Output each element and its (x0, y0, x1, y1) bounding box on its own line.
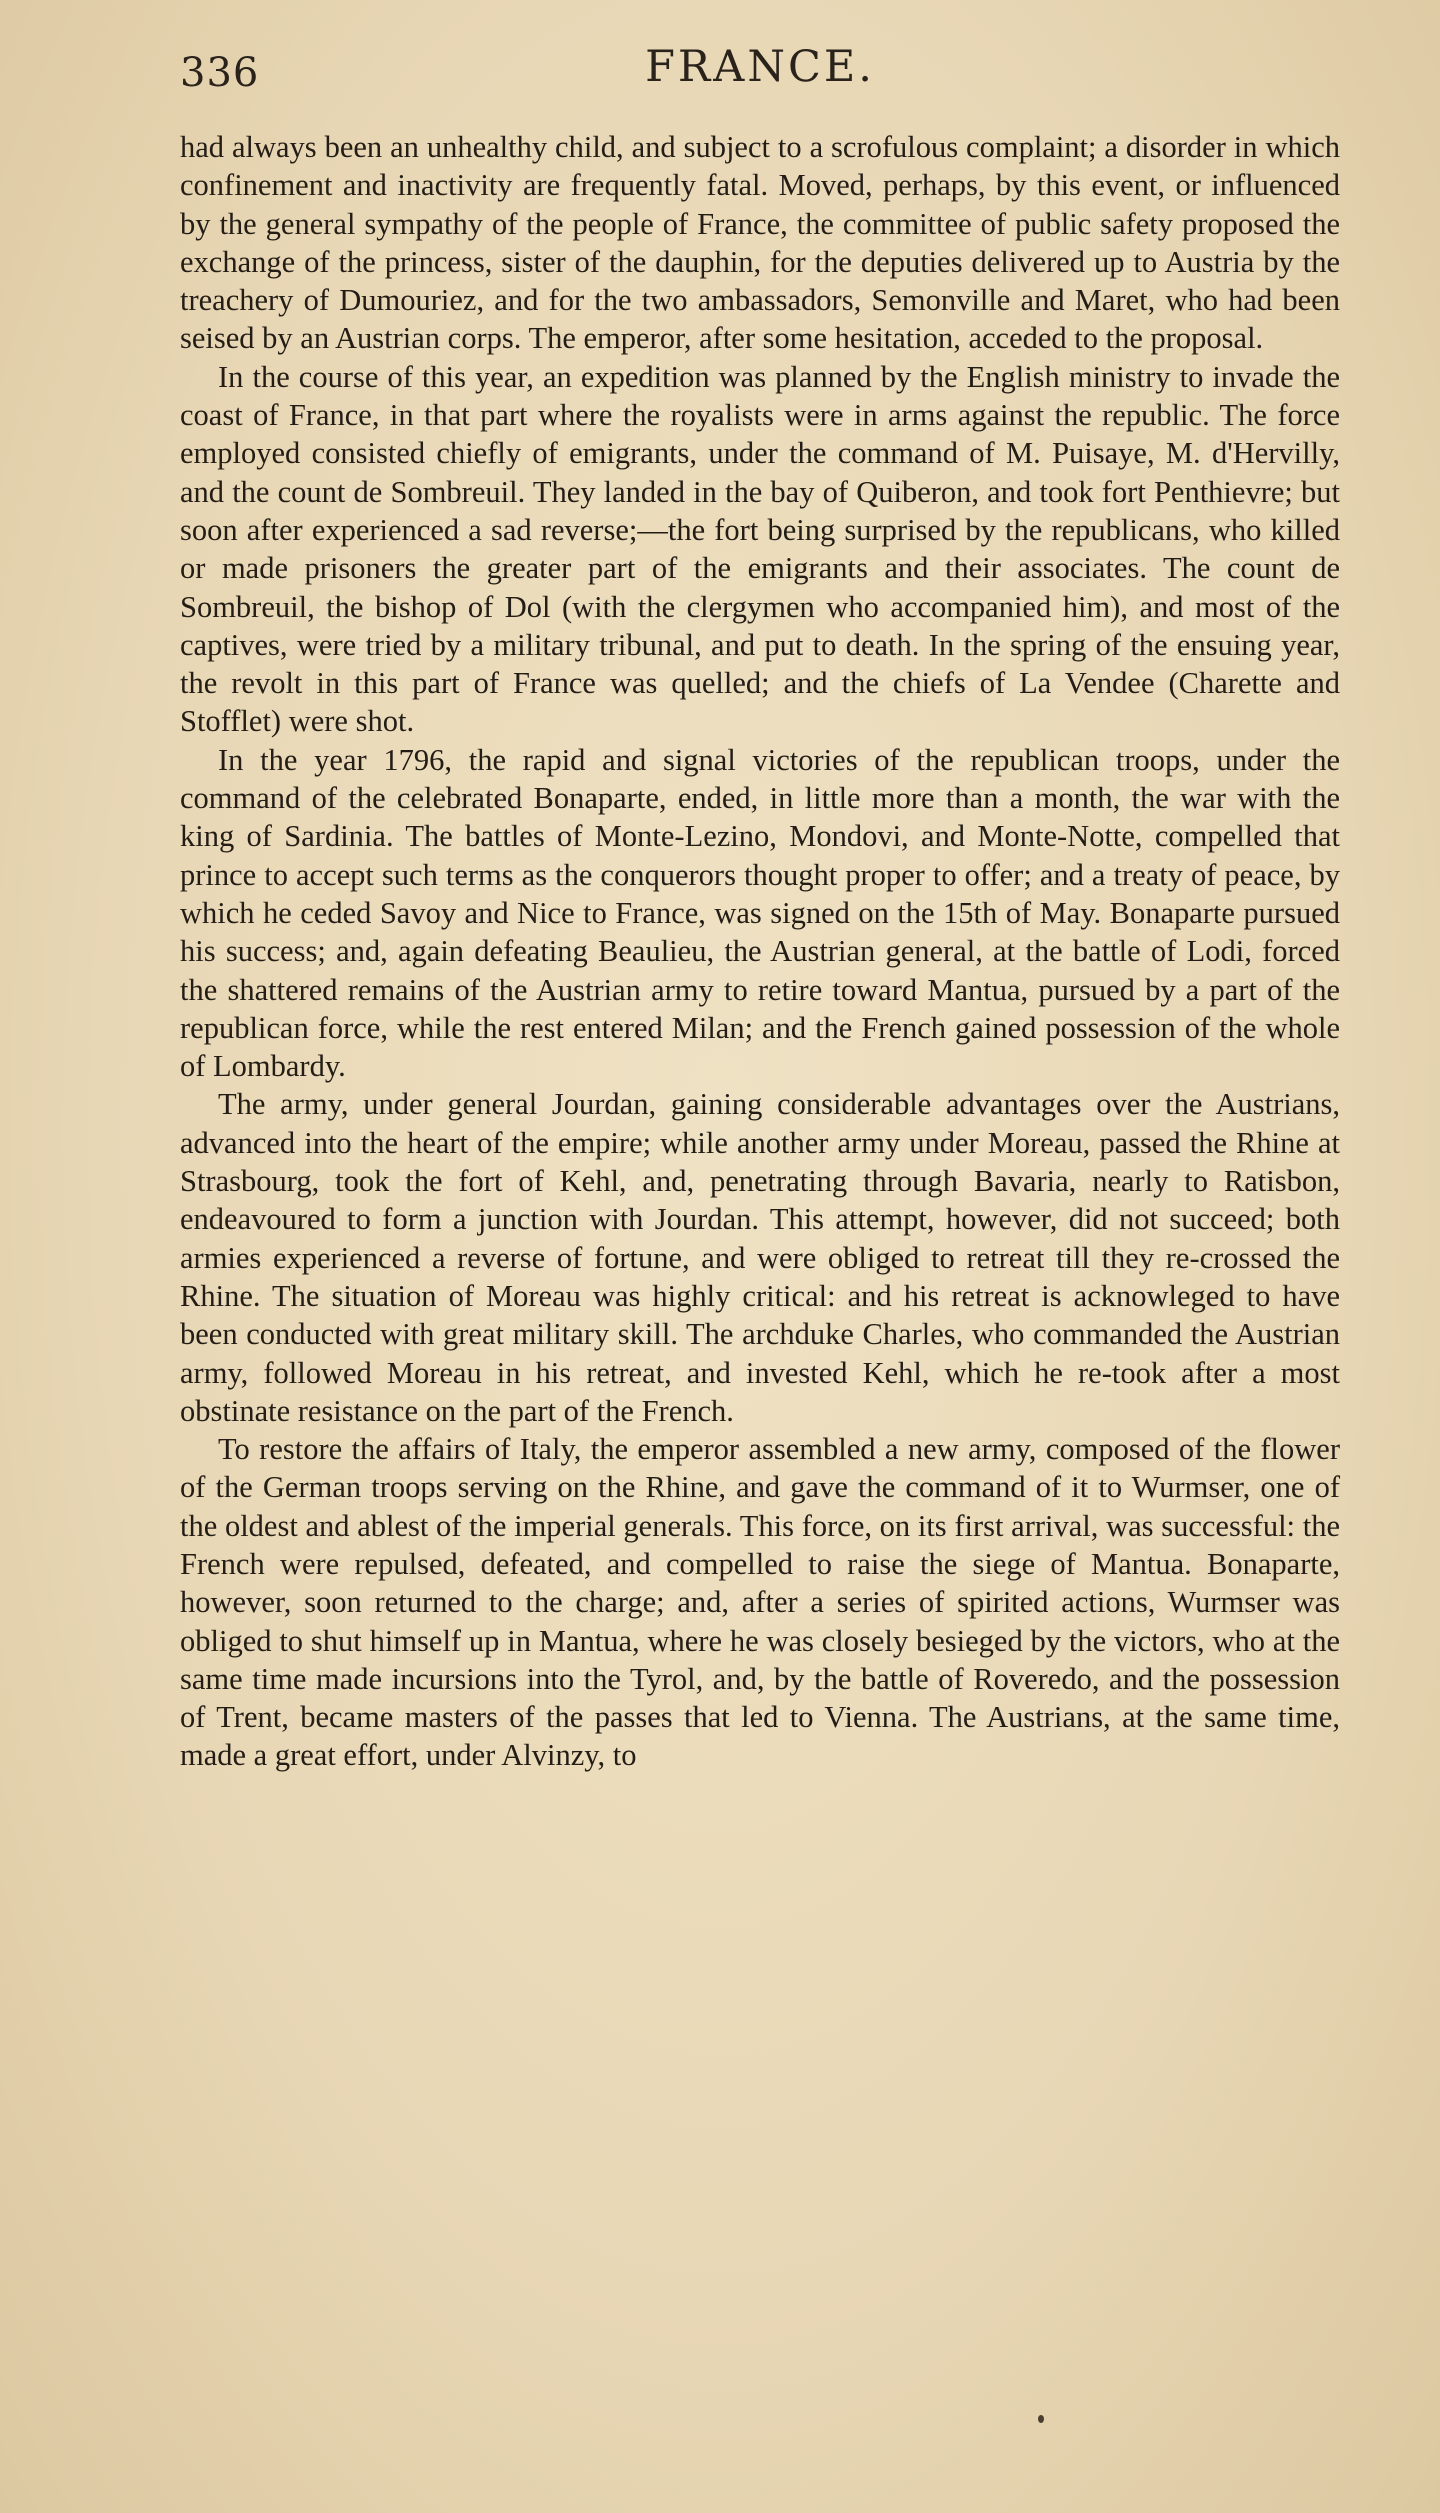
running-title: FRANCE. (645, 42, 875, 92)
page-number: 336 (180, 50, 260, 96)
paragraph-continuation: had always been an unhealthy child, and subject to a scrofulous complaint; a disorder in which confinement and inactivity are frequently fatal. Moved, perhaps, by this event, or influenced by the general sympathy of the people of France, the committee of public safety proposed the exchange of the princess, sister of the dauphin, for the deputies delivered up to Austria by the treachery of Dumouriez, and for the two ambassadors, Semonville and Maret, who had been seised by an Austrian corps. The emperor, after some hesitation, acceded to the proposal. (180, 130, 1340, 356)
paragraph-wurmser-mantua: To restore the affairs of Italy, the emperor assembled a new army, composed of the flower of the German troops serving on the Rhine, and gave the command of it to Wurmser, one of the oldest and ablest of the imperial generals. This force, on its first arrival, was successful: the French were repulsed, defeated, and compelled to raise the siege of Mantua. Bonaparte, however, soon returned to the charge; and, after a series of spirited actions, Wurmser was obliged to shut himself up in Mantua, where he was closely besieged by the victors, who at the same time made incursions into the Tyrol, and, by the battle of Roveredo, and the possession of Trent, became masters of the passes that led to Vienna. The Austrians, at the same time, made a great effort, under Alvinzy, to (180, 1432, 1340, 1773)
paragraph-quiberon-expedition: In the course of this year, an expedition was planned by the English ministry to invade the coast of France, in that part where the royalists were in arms against the republic. The force employed consisted chiefly of emigrants, under the command of M. Puisaye, M. d'Hervilly, and the count de Sombreuil. They landed in the bay of Quiberon, and took fort Penthievre; but soon after experienced a sad reverse;—the fort being surprised by the republicans, who killed or made prisoners the greater part of the emigrants and their associates. The count de Sombreuil, the bishop of Dol (with the clergymen who accompanied him), and most of the captives, were tried by a military tribunal, and put to death. In the spring of the ensuing year, the revolt in this part of France was quelled; and the chiefs of La Vendee (Charette and Stofflet) were shot. (180, 359, 1340, 739)
page-header (180, 42, 1340, 102)
paragraph-italian-campaign-1796: In the year 1796, the rapid and signal victories of the republican troops, under the command of the celebrated Bonaparte, ended, in little more than a month, the war with the king of Sardinia. The battles of Monte-Lezino, Mondovi, and Monte-Notte, compelled that prince to accept such terms as the conquerors thought proper to offer; and a treaty of peace, by which he ceded Savoy and Nice to France, was signed on the 15th of May. Bonaparte pursued his success; and, again defeating Beaulieu, the Austrian general, at the battle of Lodi, forced the shattered remains of the Austrian army to retire toward Mantua, pursued by a part of the republican force, while the rest entered Milan; and the French gained possession of the whole of Lombardy. (180, 742, 1340, 1084)
paragraph-rhine-campaign: The army, under general Jourdan, gaining considerable advantages over the Austrians, advanced into the heart of the empire; while another army under Moreau, passed the Rhine at Strasbourg, took the fort of Kehl, and, penetrating through Bavaria, nearly to Ratisbon, endeavoured to form a junction with Jourdan. This attempt, however, did not succeed; both armies experienced a reverse of fortune, and were obliged to retreat till they re-crossed the Rhine. The situation of Moreau was highly critical: and his retreat is acknowleged to have been conducted with great military skill. The archduke Charles, who commanded the Austrian army, followed Moreau in his retreat, and invested Kehl, which he re-took after a most obstinate resistance on the part of the French. (180, 1087, 1340, 1428)
body-text (180, 128, 1340, 1775)
ink-speck (1038, 2415, 1044, 2423)
